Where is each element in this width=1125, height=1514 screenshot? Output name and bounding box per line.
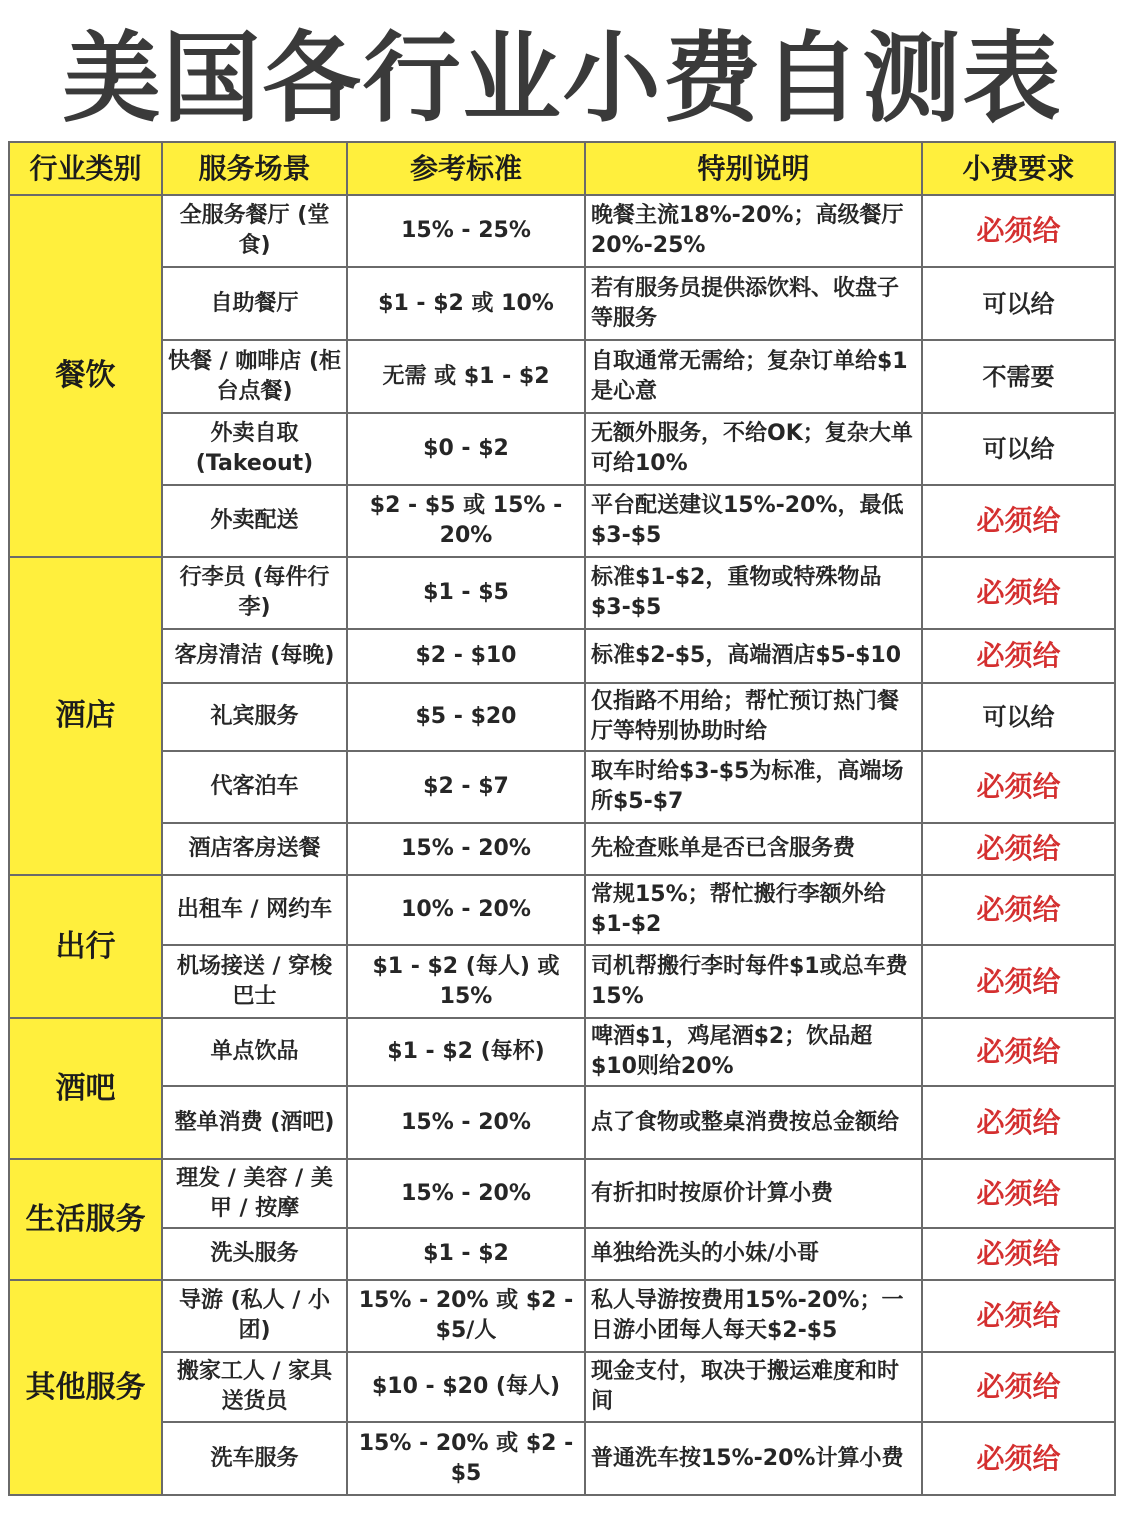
page-title: 美国各行业小费自测表 xyxy=(62,21,1063,136)
standard-cell: $1 - $2 (每人) 或 15% xyxy=(347,945,585,1018)
table-row xyxy=(9,875,1115,945)
note-cell: 标准$2-$5，高端酒店$5-$10 xyxy=(585,629,922,683)
scene-cell: 快餐 / 咖啡店 (柜台点餐) xyxy=(162,340,347,413)
standard-cell: $0 - $2 xyxy=(347,413,585,485)
table-row xyxy=(9,1228,1115,1280)
requirement-cell: 可以给 xyxy=(922,267,1115,340)
requirement-cell: 可以给 xyxy=(922,413,1115,485)
requirement-cell: 必须给 xyxy=(922,1280,1115,1352)
scene-cell: 外卖配送 xyxy=(162,485,347,557)
standard-cell: $10 - $20 (每人) xyxy=(347,1352,585,1422)
standard-cell: $1 - $2 (每杯) xyxy=(347,1018,585,1086)
standard-cell: $2 - $10 xyxy=(347,629,585,683)
standard-cell: 15% - 20% xyxy=(347,1086,585,1159)
category-cell: 出行 xyxy=(9,875,162,1018)
category-cell: 其他服务 xyxy=(9,1280,162,1495)
header-requirement: 小费要求 xyxy=(922,142,1115,195)
requirement-cell: 必须给 xyxy=(922,823,1115,875)
note-cell: 若有服务员提供添饮料、收盘子等服务 xyxy=(585,267,922,340)
note-cell: 现金支付，取决于搬运难度和时间 xyxy=(585,1352,922,1422)
scene-cell: 出租车 / 网约车 xyxy=(162,875,347,945)
scene-cell: 自助餐厅 xyxy=(162,267,347,340)
header-standard: 参考标准 xyxy=(347,142,585,195)
standard-cell: $5 - $20 xyxy=(347,683,585,751)
table-row xyxy=(9,823,1115,875)
note-cell: 晚餐主流18%-20%；高级餐厅20%-25% xyxy=(585,195,922,267)
requirement-cell: 必须给 xyxy=(922,945,1115,1018)
table-row xyxy=(9,267,1115,340)
table-row xyxy=(9,1086,1115,1159)
category-cell: 酒店 xyxy=(9,557,162,875)
table-row xyxy=(9,413,1115,485)
standard-cell: $1 - $2 xyxy=(347,1228,585,1280)
scene-cell: 洗车服务 xyxy=(162,1422,347,1495)
note-cell: 仅指路不用给；帮忙预订热门餐厅等特别协助时给 xyxy=(585,683,922,751)
note-cell: 无额外服务，不给OK；复杂大单可给10% xyxy=(585,413,922,485)
standard-cell: 10% - 20% xyxy=(347,875,585,945)
header-category: 行业类别 xyxy=(9,142,162,195)
standard-cell: 15% - 20% xyxy=(347,823,585,875)
scene-cell: 全服务餐厅 (堂食) xyxy=(162,195,347,267)
scene-cell: 理发 / 美容 / 美甲 / 按摩 xyxy=(162,1159,347,1228)
category-cell: 餐饮 xyxy=(9,195,162,557)
requirement-cell: 必须给 xyxy=(922,195,1115,267)
note-cell: 普通洗车按15%-20%计算小费 xyxy=(585,1422,922,1495)
scene-cell: 酒店客房送餐 xyxy=(162,823,347,875)
requirement-cell: 必须给 xyxy=(922,1228,1115,1280)
requirement-cell: 必须给 xyxy=(922,1086,1115,1159)
scene-cell: 单点饮品 xyxy=(162,1018,347,1086)
scene-cell: 机场接送 / 穿梭巴士 xyxy=(162,945,347,1018)
table-row xyxy=(9,751,1115,823)
note-cell: 司机帮搬行李时每件$1或总车费15% xyxy=(585,945,922,1018)
scene-cell: 礼宾服务 xyxy=(162,683,347,751)
scene-cell: 洗头服务 xyxy=(162,1228,347,1280)
table-row xyxy=(9,195,1115,267)
header-scene: 服务场景 xyxy=(162,142,347,195)
standard-cell: 15% - 20% 或 $2 - $5 xyxy=(347,1422,585,1495)
requirement-cell: 必须给 xyxy=(922,629,1115,683)
standard-cell: 15% - 20% 或 $2 - $5/人 xyxy=(347,1280,585,1352)
table-row xyxy=(9,1159,1115,1228)
note-cell: 标准$1-$2，重物或特殊物品$3-$5 xyxy=(585,557,922,629)
table-row xyxy=(9,945,1115,1018)
table-row xyxy=(9,1422,1115,1495)
note-cell: 点了食物或整桌消费按总金额给 xyxy=(585,1086,922,1159)
scene-cell: 导游 (私人 / 小团) xyxy=(162,1280,347,1352)
header-row xyxy=(9,142,1115,195)
category-cell: 生活服务 xyxy=(9,1159,162,1280)
table-row xyxy=(9,629,1115,683)
requirement-cell: 必须给 xyxy=(922,751,1115,823)
note-cell: 自取通常无需给；复杂订单给$1是心意 xyxy=(585,340,922,413)
note-cell: 有折扣时按原价计算小费 xyxy=(585,1159,922,1228)
standard-cell: $1 - $5 xyxy=(347,557,585,629)
standard-cell: $1 - $2 或 10% xyxy=(347,267,585,340)
requirement-cell: 必须给 xyxy=(922,1352,1115,1422)
note-cell: 先检查账单是否已含服务费 xyxy=(585,823,922,875)
scene-cell: 整单消费 (酒吧) xyxy=(162,1086,347,1159)
tips-table xyxy=(8,141,1116,1496)
standard-cell: 无需 或 $1 - $2 xyxy=(347,340,585,413)
requirement-cell: 必须给 xyxy=(922,1159,1115,1228)
standard-cell: $2 - $7 xyxy=(347,751,585,823)
scene-cell: 代客泊车 xyxy=(162,751,347,823)
requirement-cell: 不需要 xyxy=(922,340,1115,413)
requirement-cell: 必须给 xyxy=(922,1018,1115,1086)
requirement-cell: 必须给 xyxy=(922,557,1115,629)
standard-cell: 15% - 20% xyxy=(347,1159,585,1228)
note-cell: 私人导游按费用15%-20%；一日游小团每人每天$2-$5 xyxy=(585,1280,922,1352)
table-row xyxy=(9,1280,1115,1352)
scene-cell: 行李员 (每件行李) xyxy=(162,557,347,629)
table-row xyxy=(9,683,1115,751)
requirement-cell: 必须给 xyxy=(922,1422,1115,1495)
note-cell: 啤酒$1，鸡尾酒$2；饮品超$10则给20% xyxy=(585,1018,922,1086)
table-row xyxy=(9,1352,1115,1422)
table-row xyxy=(9,1018,1115,1086)
requirement-cell: 必须给 xyxy=(922,485,1115,557)
note-cell: 平台配送建议15%-20%，最低$3-$5 xyxy=(585,485,922,557)
header-note: 特别说明 xyxy=(585,142,922,195)
requirement-cell: 可以给 xyxy=(922,683,1115,751)
requirement-cell: 必须给 xyxy=(922,875,1115,945)
category-cell: 酒吧 xyxy=(9,1018,162,1159)
note-cell: 取车时给$3-$5为标准，高端场所$5-$7 xyxy=(585,751,922,823)
scene-cell: 搬家工人 / 家具送货员 xyxy=(162,1352,347,1422)
standard-cell: $2 - $5 或 15% - 20% xyxy=(347,485,585,557)
table-body xyxy=(9,195,1115,1495)
note-cell: 单独给洗头的小妹/小哥 xyxy=(585,1228,922,1280)
table-row xyxy=(9,340,1115,413)
scene-cell: 外卖自取 (Takeout) xyxy=(162,413,347,485)
note-cell: 常规15%；帮忙搬行李额外给$1-$2 xyxy=(585,875,922,945)
table-row xyxy=(9,557,1115,629)
standard-cell: 15% - 25% xyxy=(347,195,585,267)
scene-cell: 客房清洁 (每晚) xyxy=(162,629,347,683)
table-row xyxy=(9,485,1115,557)
